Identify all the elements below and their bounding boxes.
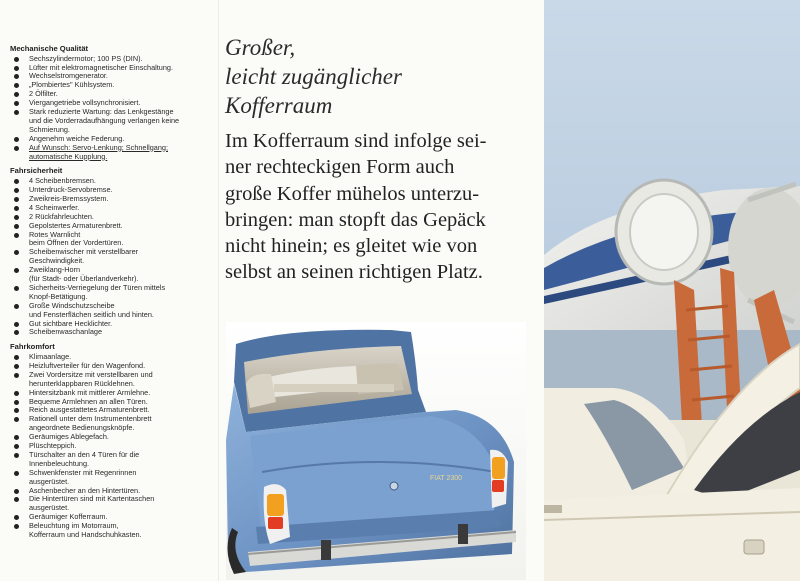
- spec-item-text: Bequeme Armlehnen an allen Türen.: [29, 396, 148, 406]
- spec-item-text: 2 Ölfilter.: [29, 89, 58, 99]
- bullet-icon: [14, 435, 19, 440]
- bullet-icon: [14, 188, 19, 193]
- section-title-comfort: Fahrkomfort: [10, 342, 55, 352]
- bullet-icon: [14, 391, 19, 396]
- spec-column-panel: [0, 0, 218, 581]
- spec-list-mechanics: [10, 55, 216, 162]
- spec-item-text: Sechszylindermotor; 100 PS (DIN).: [29, 53, 143, 63]
- bullet-icon: [14, 373, 19, 378]
- bullet-icon: [14, 57, 19, 62]
- airport-car-photo: [544, 0, 800, 581]
- bullet-icon: [14, 408, 19, 413]
- spec-item-text: Plüschteppich.: [29, 441, 77, 451]
- body-text: Im Kofferraum sind infolge sei- ner rechteckigen Form auch große Koffer mühelos unterzu- bringen: man stopft das Gepäck nicht hinein; es gleitet wie von selbst an seinen richtigen Platz.: [225, 130, 487, 284]
- bullet-icon: [14, 137, 19, 142]
- spec-item-text: Schwenkfenster mit Regenrinnen ausgerüstet.: [29, 467, 137, 486]
- spec-item-text: Lüfter mit elektromagnetischer Einschaltung.: [29, 62, 173, 72]
- spec-item-text: 4 Scheibenbremsen.: [29, 176, 96, 186]
- bullet-icon: [14, 497, 19, 502]
- spec-item-text: Viergangetriebe vollsynchronisiert.: [29, 98, 141, 108]
- spec-list-safety: [10, 177, 216, 337]
- bullet-icon: [14, 355, 19, 360]
- spec-item-text: Klimaanlage.: [29, 351, 72, 361]
- page-heading: Großer, leicht zugänglicher Kofferraum: [225, 35, 402, 118]
- bullet-icon: [14, 417, 19, 422]
- section-title-mechanics: Mechanische Qualität: [10, 44, 89, 53]
- spec-item: [10, 495, 216, 513]
- spec-item: [10, 451, 216, 469]
- bullet-icon: [14, 66, 19, 71]
- spec-item-text: Zweiklang-Horn (für Stadt- oder Überlandverkehr).: [29, 265, 139, 284]
- bullet-icon: [14, 197, 19, 202]
- spec-item: [10, 284, 216, 302]
- spec-item-text: Angenehm weiche Federung.: [29, 133, 125, 143]
- bullet-icon: [14, 400, 19, 405]
- spec-item: [10, 302, 216, 320]
- spec-item-text: Rationell unter dem Instrumentenbrett angeordnete Bedienungsknöpfe.: [29, 414, 152, 433]
- spec-item-text: Aschenbecher an den Hintertüren.: [29, 485, 141, 495]
- bullet-icon: [14, 489, 19, 494]
- spec-item: [10, 328, 216, 337]
- car-trunk-photo: [226, 322, 526, 580]
- bullet-icon: [14, 471, 19, 476]
- bullet-icon: [14, 330, 19, 335]
- optional-extras-line1: Auf Wunsch: Servo-Lenkung; Schnellgang;: [29, 142, 168, 152]
- spec-item-text: Scheibenwischer mit verstellbarer Geschwindigkeit.: [29, 247, 139, 266]
- bullet-icon: [14, 110, 19, 115]
- bullet-icon: [14, 364, 19, 369]
- bullet-icon: [14, 92, 19, 97]
- bullet-icon: [14, 322, 19, 327]
- spec-item-text: Scheibenwaschanlage: [29, 327, 103, 337]
- spec-item-text: 4 Scheinwerfer.: [29, 202, 80, 212]
- spec-item-text: Sicherheits-Verriegelung der Türen mittels Knopf-Betätigung.: [29, 282, 166, 301]
- spec-item-text: Große Windschutzscheibe und Fensterflächen seitlich und hinten.: [29, 300, 154, 319]
- bullet-icon: [14, 83, 19, 88]
- spec-item: [10, 371, 216, 389]
- bullet-icon: [14, 224, 19, 229]
- bullet-icon: [14, 179, 19, 184]
- bullet-icon: [14, 206, 19, 211]
- spec-item-text: Zweikreis-Bremssystem.: [29, 193, 109, 203]
- spec-item-text: Hintersitzbank mit mittlerer Armlehne.: [29, 387, 151, 397]
- spec-list-comfort: [10, 353, 216, 540]
- spec-item-text: Wechselstromgenerator.: [29, 71, 108, 81]
- optional-extras-line2: automatische Kupplung.: [29, 151, 108, 161]
- spec-item: [10, 469, 216, 487]
- spec-item: [10, 415, 216, 433]
- spec-item-text: Geräumiges Ablegefach.: [29, 432, 109, 442]
- spec-item-text: Unterdruck-Servobremse.: [29, 184, 113, 194]
- spec-item-text: Stark reduzierte Wartung: das Lenkgestänge und die Vorderradaufhängung verlangen keine Schmierung.: [29, 107, 180, 134]
- bullet-icon: [14, 146, 19, 151]
- car-badge-text: FIAT 2300: [430, 475, 463, 482]
- section-title-safety: Fahrsicherheit: [10, 166, 63, 176]
- spec-item-text: Reich ausgestattetes Armaturenbrett.: [29, 405, 150, 415]
- bullet-icon: [14, 101, 19, 106]
- spec-item-text: Gut sichtbare Hecklichter.: [29, 318, 113, 328]
- bullet-icon: [14, 453, 19, 458]
- spec-item-text: „Plombiertes" Kühlsystem.: [29, 80, 115, 90]
- spec-item-text: Beleuchtung im Motorraum, Kofferraum und Handschuhkasten.: [29, 521, 142, 540]
- spec-item-text: Die Hintertüren sind mit Kartentaschen ausgerüstet.: [29, 494, 155, 513]
- spec-item-text: Türschalter an den 4 Türen für die Innenbeleuchtung.: [29, 449, 140, 468]
- spec-item-text: 2 Rückfahrleuchten.: [29, 211, 94, 221]
- bullet-icon: [14, 233, 19, 238]
- spec-list: [10, 44, 216, 540]
- bullet-icon: [14, 268, 19, 273]
- bullet-icon: [14, 286, 19, 291]
- bullet-icon: [14, 74, 19, 79]
- spec-item: [10, 248, 216, 266]
- spec-item-text: Gepolstertes Armaturenbrett.: [29, 220, 123, 230]
- bullet-icon: [14, 524, 19, 529]
- spec-item-text: Geräumiger Kofferraum.: [29, 512, 108, 522]
- spec-item: [10, 108, 216, 135]
- spec-item: [10, 522, 216, 540]
- bullet-icon: [14, 215, 19, 220]
- bullet-icon: [14, 515, 19, 520]
- spec-item-text: Rotes Warnlicht beim Öffnen der Vordertüren.: [29, 229, 124, 248]
- bullet-icon: [14, 444, 19, 449]
- spec-item-text: Heizluftverteiler für den Wagenfond.: [29, 360, 146, 370]
- spec-item-text: Zwei Vordersitze mit verstellbaren und herunterklappbaren Rücklehnen.: [29, 369, 153, 388]
- spec-item: [10, 231, 216, 249]
- bullet-icon: [14, 304, 19, 309]
- bullet-icon: [14, 250, 19, 255]
- spec-item: [10, 266, 216, 284]
- spec-item-optional: [10, 144, 216, 162]
